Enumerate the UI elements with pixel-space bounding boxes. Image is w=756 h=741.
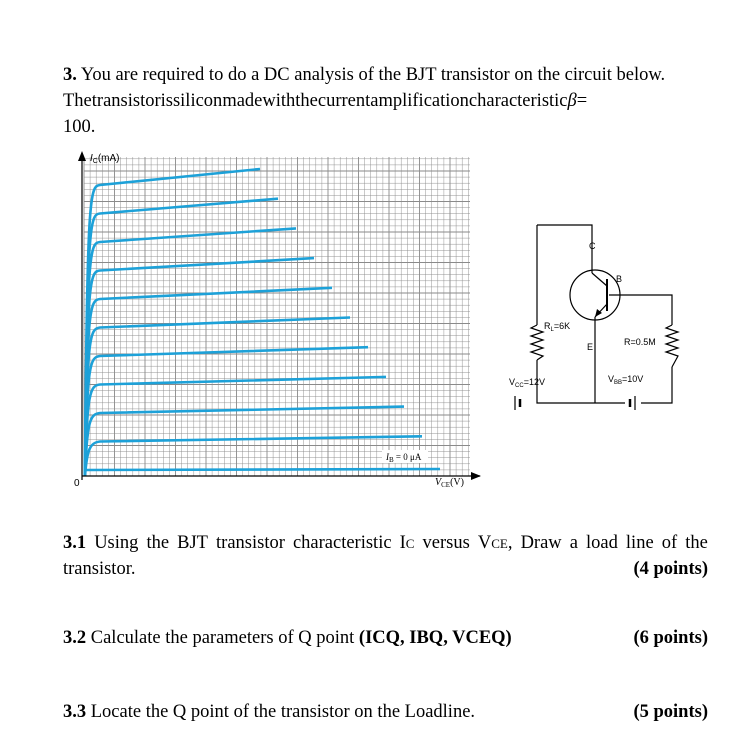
question-3-2-line [63, 625, 708, 651]
word: a [569, 533, 578, 553]
word: VCE, [477, 533, 513, 553]
r-label: R=0.5M [624, 337, 656, 347]
word: characteristic [292, 533, 392, 553]
x-axis-arrow-icon [471, 472, 481, 480]
question-3-3-number: 3.3 [63, 702, 87, 722]
bjt-circuit [509, 225, 678, 411]
bjt-characteristic-graph [74, 151, 481, 489]
vcc-gap [510, 397, 526, 411]
question-3-line-3: 100. [63, 117, 96, 137]
word: Using [94, 533, 139, 553]
word: versus [422, 533, 470, 553]
question-3-3 [63, 699, 708, 725]
word: of [661, 533, 678, 553]
word: the [685, 533, 708, 553]
emitter-label: E [587, 342, 594, 352]
word: is [160, 91, 173, 111]
question-3-1-line-1 [63, 530, 708, 556]
word: with [262, 91, 296, 111]
y-axis-arrow-icon [78, 151, 86, 161]
vbb-label: $V_{BB}=10V$ [608, 374, 644, 386]
y-axis-label: $I_C(mA)$ [90, 153, 120, 165]
ib-zero-label: $I_B = 0$ μA [386, 452, 422, 464]
graph-grid [84, 157, 470, 476]
question-3-1-text-line-2: transistor. [63, 559, 136, 579]
collector-label: C [589, 241, 596, 251]
question-3-1-line-2 [63, 556, 708, 582]
word: line [625, 533, 654, 553]
ib-curve [85, 377, 386, 476]
word: transistor [91, 91, 161, 111]
question-3-2-text: Calculate the parameters of Q point [90, 628, 355, 648]
base-wire [609, 295, 672, 325]
question-3-3-line [63, 699, 708, 725]
question-3-2-points: (6 points) [633, 628, 708, 648]
bottom-wire [537, 360, 672, 403]
question-3-2-number: 3.2 [63, 628, 87, 648]
figure [60, 145, 700, 495]
x-axis-label: $V_{CE}(V)$ [435, 477, 464, 489]
vbb-gap [625, 397, 641, 411]
word: load [586, 533, 618, 553]
question-3-1 [63, 530, 708, 582]
word: The [63, 91, 92, 111]
word: β [567, 91, 577, 111]
word: current [317, 91, 371, 111]
word: amplification [370, 91, 469, 111]
question-3-1-number: 3.1 [63, 533, 87, 553]
word: = [576, 91, 588, 111]
question-3-line-1 [63, 62, 713, 88]
question-3-prompt [63, 62, 713, 140]
question-3-3-text: Locate the Q point of the transistor on the Loadline. [90, 702, 476, 722]
transistor-collector-leg [592, 273, 607, 286]
r-resistor-icon [666, 325, 678, 367]
word: characteristic [468, 91, 568, 111]
question-3-2 [63, 625, 708, 651]
word: the [295, 91, 318, 111]
rl-label: $R_L=6K$ [544, 321, 571, 333]
question-3-1-points: (4 points) [633, 559, 708, 579]
vcc-label: $V_{CC}=12V$ [509, 377, 545, 389]
rl-resistor-icon [531, 325, 543, 360]
question-3-2-parameters: (ICQ, IBQ, VCEQ) [358, 628, 512, 648]
question-3-line-2 [63, 88, 713, 114]
word: made [222, 91, 263, 111]
word: IC [399, 533, 415, 553]
origin-label: 0 [74, 478, 80, 489]
ic-vce-curves [84, 169, 440, 476]
collector-wire [537, 225, 592, 255]
ib-curve [84, 469, 440, 470]
question-3-text-line-1: You are required to do a DC analysis of the BJT transistor on the circuit below. [80, 65, 666, 85]
word: transistor [216, 533, 285, 553]
question-3-3-points: (5 points) [633, 702, 708, 722]
word: BJT [177, 533, 208, 553]
base-label: B [616, 274, 623, 284]
word: silicon [172, 91, 223, 111]
word: Draw [520, 533, 562, 553]
word: the [146, 533, 170, 553]
question-3-number: 3. [63, 65, 77, 85]
